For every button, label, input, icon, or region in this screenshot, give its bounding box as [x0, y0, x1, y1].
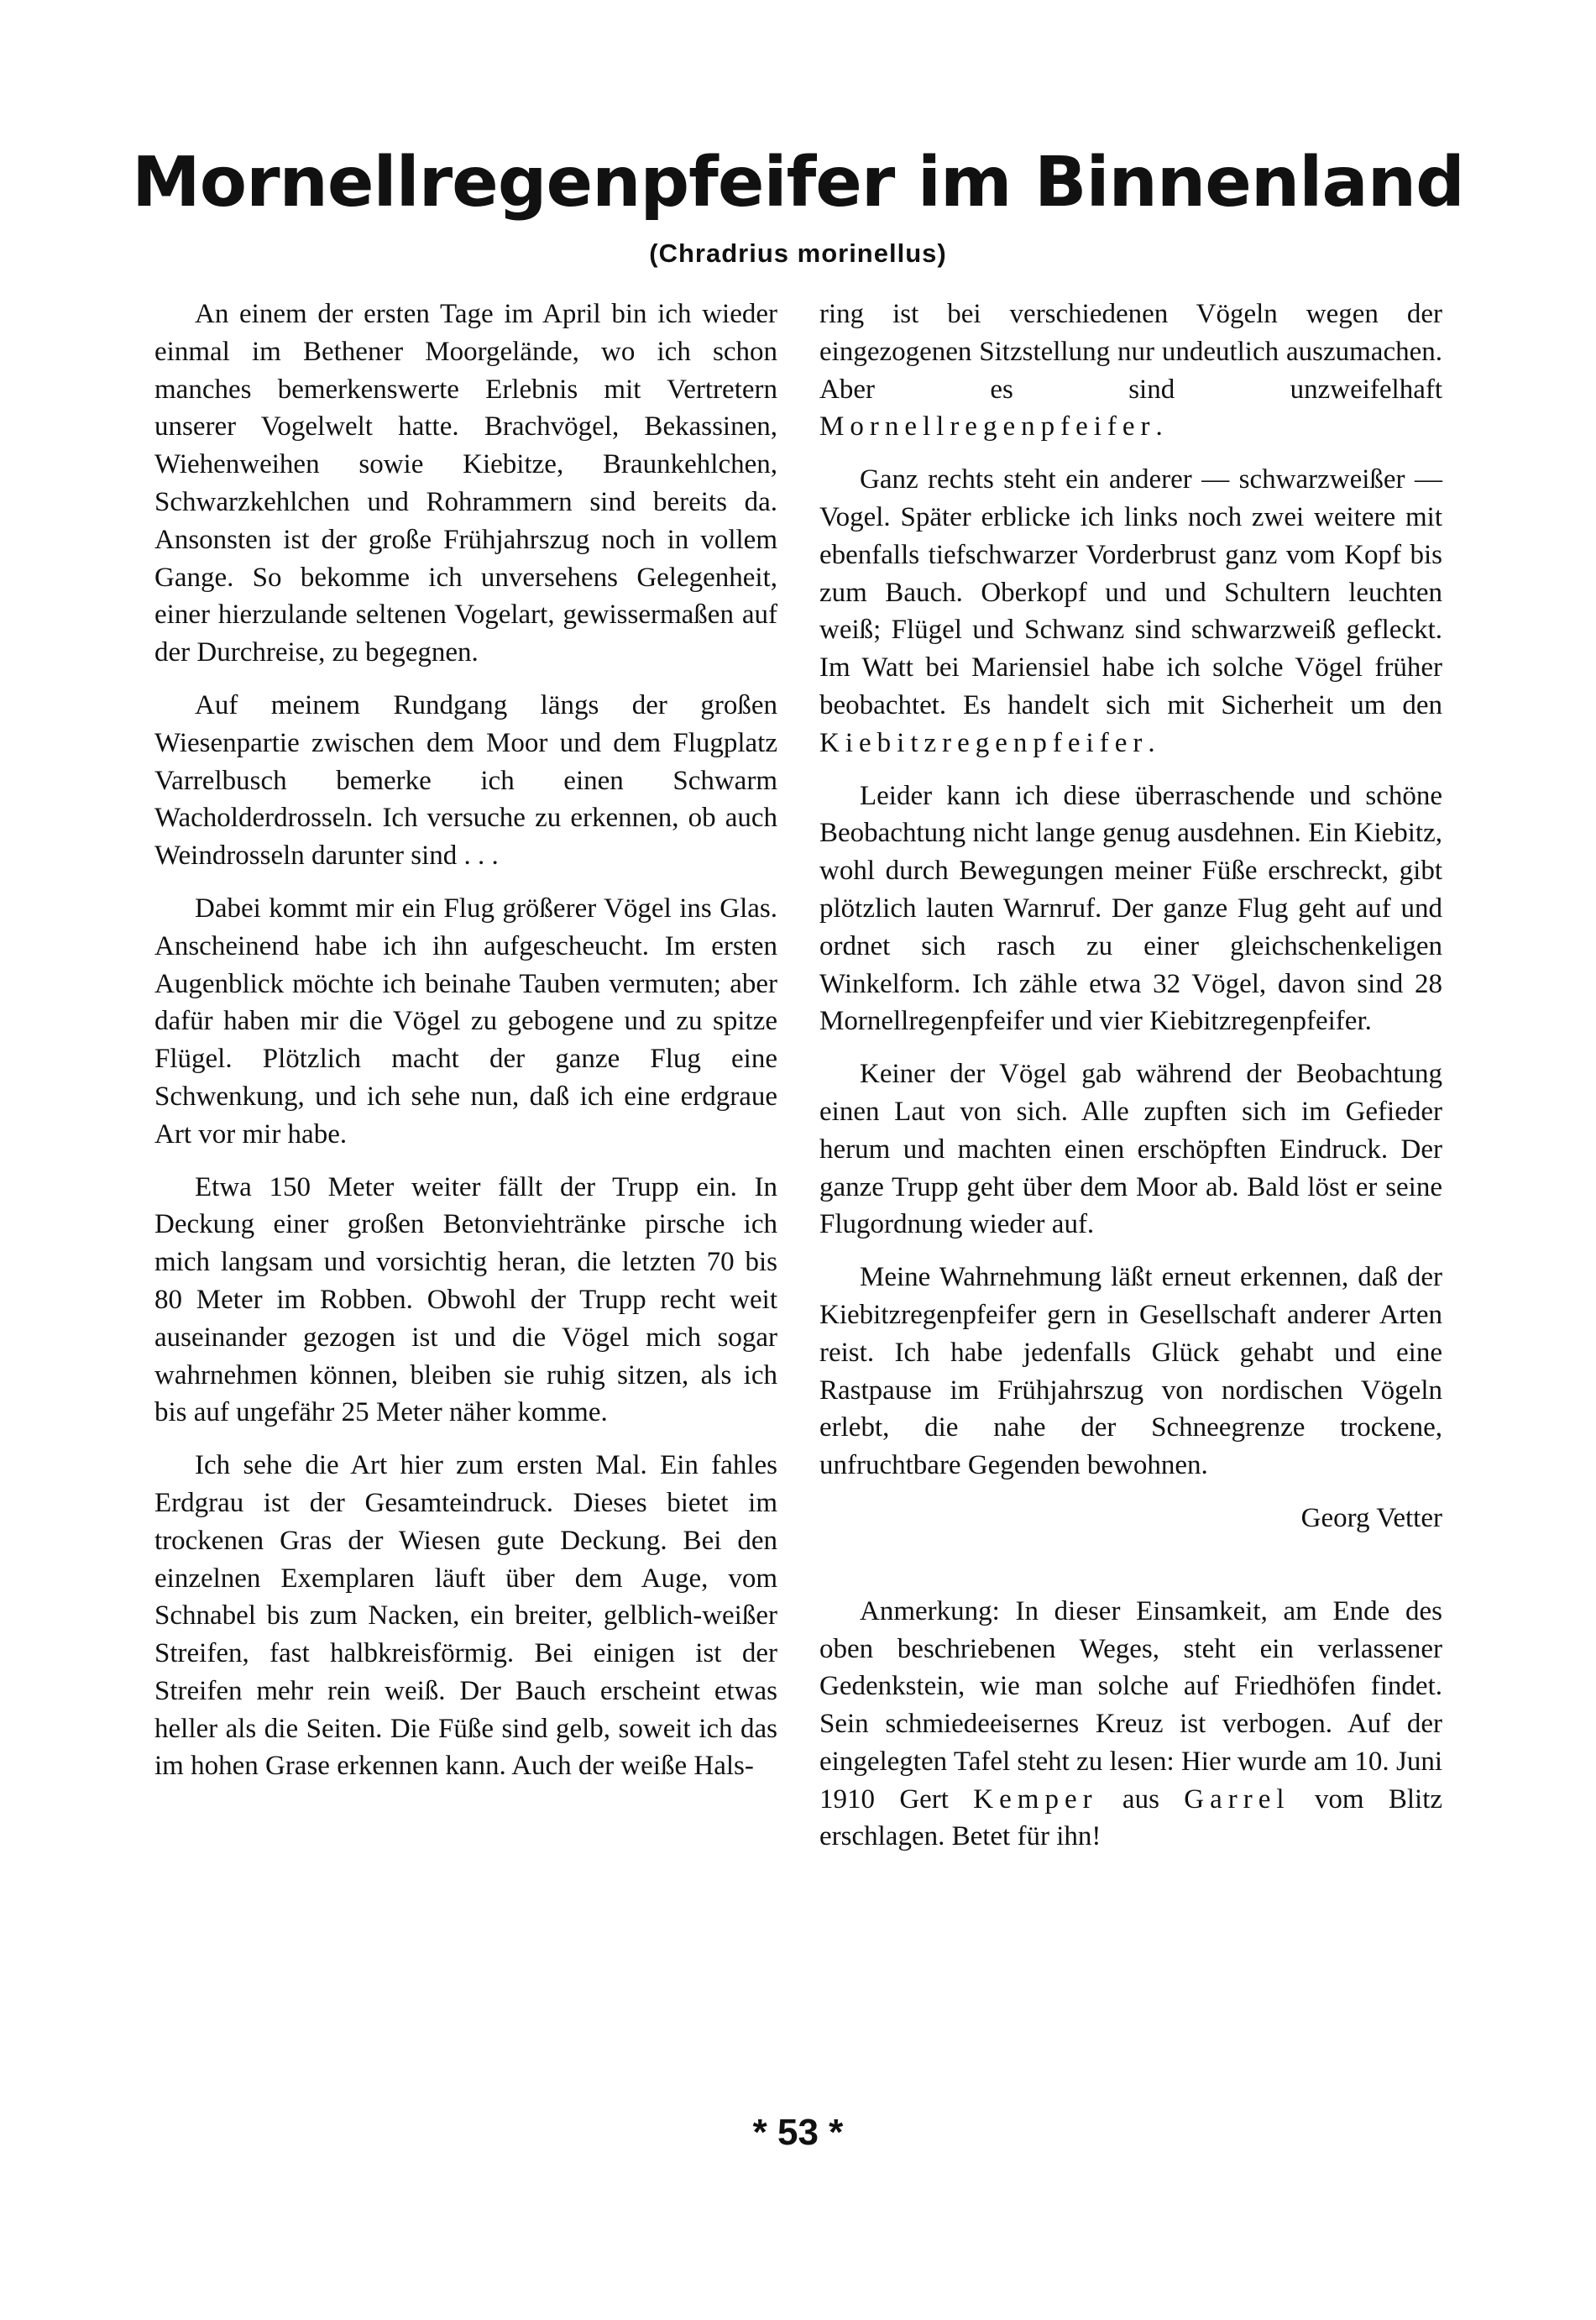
footnote-text: aus — [1122, 1783, 1159, 1815]
paragraph — [819, 461, 1442, 762]
right-column — [819, 296, 1442, 1871]
author-signature: Georg Vetter — [1300, 1502, 1442, 1533]
paragraph: Auf meinem Rundgang längs der großen Wiesenpartie zwischen dem Moor und dem Flugplatz Varrelbusch bemerke ich einen Schwarm Wacholderdrosseln. Ich versuche zu erkennen, ob auch Weindrosseln darunter sind . . . — [154, 689, 777, 872]
footnote-text: vom Blitz erschlagen. Betet für ihn! — [819, 1783, 1443, 1852]
species-name-emphasis: Mornellregenpfeifer — [819, 411, 1156, 443]
article-subtitle: (Chradrius morinellus) — [649, 238, 947, 268]
paragraph: Dabei kommt mir ein Flug größerer Vögel ins Glas. Anscheinend habe ich ihn aufgescheucht. Im ersten Augenblick möchte ich beinahe Tauben vermuten; aber dafür haben mir die Vögel zu gebogene und zu spitze Flügel. Plötzlich macht der ganze Flug eine Schwenkung, und ich sehe nun, daß ich eine erdgraue Art vor mir habe. — [154, 893, 777, 1150]
paragraph — [819, 296, 1442, 446]
paragraph: Meine Wahrnehmung läßt erneut erkennen, daß der Kiebitzregenpfeifer gern in Gesellschaft anderer Arten reist. Ich habe jedenfalls Glück gehabt und eine Rastpause im Frühjahrszug von nordischen Vögeln erlebt, die nahe der Schneegrenze trockene, unfruchtbare Gegenden bewohnen. — [819, 1262, 1442, 1481]
species-name-emphasis: Kiebitzregenpfeifer — [819, 727, 1149, 758]
paragraph-text: Ganz rechts steht ein anderer — schwarzweißer — Vogel. Später erblicke ich links noch zwei weitere mit ebenfalls tiefschwarzer Vorderbrust ganz vom Kopf bis zum Bauch. Oberkopf und und Schultern leuchten weiß; Flügel und Schwanz sind schwarzweiß gefleckt. Im Watt bei Mariensiel habe ich solche Vögel früher beobachtet. Es handelt sich mit Sicherheit um den — [819, 464, 1442, 720]
footnote — [819, 1593, 1442, 1857]
person-name-emphasis: Kemper — [973, 1783, 1098, 1815]
article-title: Mornellregenpfeifer im Binnenland — [132, 143, 1464, 223]
paragraph-end: . — [1148, 727, 1155, 758]
footnote-text: Anmerkung: In dieser Einsamkeit, am Ende des oben beschriebenen Weges, steht ein verlassener Gedenkstein, wie man solche auf Friedhöfen findet. Sein schmiedeeisernes Kreuz ist verbogen. Auf der eingelegten Tafel steht zu lesen: Hier wurde am 10. Juni 1910 Gert — [819, 1595, 1442, 1815]
paragraph: Etwa 150 Meter weiter fällt der Trupp ein. In Deckung einer großen Betonviehtränke pirsche ich mich langsam und vorsichtig heran, die letzten 70 bis 80 Meter im Robben. Obwohl der Trupp recht weit auseinander gezogen ist und die Vögel mich sogar wahrnehmen können, bleiben sie ruhig sitzen, als ich bis auf ungefähr 25 Meter näher komme. — [154, 1171, 777, 1428]
place-name-emphasis: Garrel — [1184, 1783, 1290, 1815]
paragraph: Leider kann ich diese überraschende und schöne Beobachtung nicht lange genug ausdehnen. Ein Kiebitz, wohl durch Bewegungen meiner Füße erschreckt, gibt plötzlich lauten Warnruf. Der ganze Flug geht auf und ordnet sich rasch zu einer gleichschenkeligen Winkelform. Ich zähle etwa 32 Vögel, davon sind 28 Mornellregenpfeifer und vier Kiebitzregenpfeifer. — [819, 780, 1442, 1037]
page-number: * 53 * — [752, 2112, 844, 2153]
paragraph: Keiner der Vögel gab während der Beobachtung einen Laut von sich. Alle zupften sich im Gefieder herum und machten einen erschöpften Eindruck. Der ganze Trupp geht über dem Moor ab. Bald löst er seine Flugordnung wieder auf. — [819, 1059, 1442, 1240]
left-column — [154, 296, 777, 1800]
paragraph: Ich sehe die Art hier zum ersten Mal. Ein fahles Erdgrau ist der Gesamteindruck. Dieses bietet im trockenen Gras der Wiesen gute Deckung. Bei den einzelnen Exemplaren läuft über dem Auge, vom Schnabel bis zum Nacken, ein breiter, gelblich-weißer Streifen, fast halbkreisförmig. Bei einigen ist der Streifen mehr rein weiß. Der Bauch erscheint etwas heller als die Seiten. Die Füße sind gelb, soweit ich das im hohen Grase erkennen kann. Auch der weiße Hals- — [154, 1450, 777, 1782]
paragraph: An einem der ersten Tage im April bin ich wieder einmal im Bethener Moorgelände, wo ich schon manches bemerkenswerte Erlebnis mit Vertretern unserer Vogelwelt hatte. Brachvögel, Bekassinen, Wiehenweihen sowie Kiebitze, Braunkehlchen, Schwarzkehlchen und Rohrammern sind bereits da. Ansonsten ist der große Frühjahrszug noch in vollem Gange. So bekomme ich unversehens Gelegenheit, einer hierzulande seltenen Vogelart, gewissermaßen auf der Durchreise, zu begegnen. — [154, 299, 777, 668]
paragraph-end: . — [1155, 411, 1163, 443]
paragraph-text: ring ist bei verschiedenen Vögeln wegen der eingezogenen Sitzstellung nur undeutlich auszumachen. Aber es sind unzweifelhaft — [819, 299, 1442, 405]
